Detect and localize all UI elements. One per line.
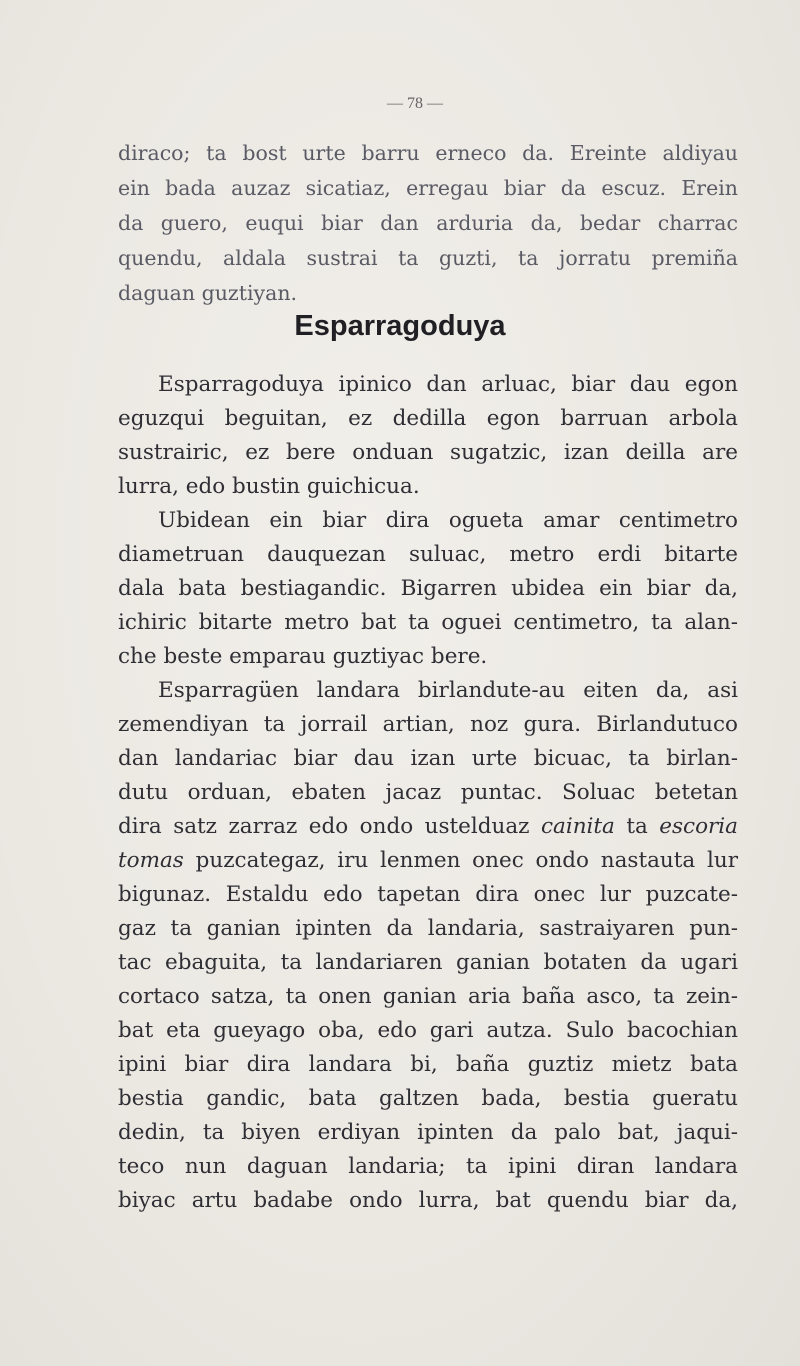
text-line: Esparragoduya ipinico dan arluac, biar dau egon [158, 372, 738, 397]
text-line: zemendiyan ta jorrail artian, noz gura. Birlandutuco [118, 712, 738, 737]
text-line: dala bata bestiagandic. Bigarren ubidea ein biar da, [118, 576, 738, 601]
italic-term: cainita [540, 814, 615, 839]
text-line: Esparragüen landara birlandute-au eiten da, asi [158, 678, 738, 703]
italic-term: escoria [659, 814, 738, 839]
italic-term: tomas [118, 848, 184, 873]
text-line: biyac artu badabe ondo lurra, bat quendu biar da, [118, 1188, 738, 1213]
text-line: da guero, euqui biar dan arduria da, bedar charrac [118, 211, 738, 235]
text-line: che beste emparau guztiyac bere. [118, 644, 488, 669]
page-number: — 78 — [387, 95, 443, 112]
text-line: bestia gandic, bata galtzen bada, bestia gueratu [118, 1086, 738, 1111]
text-line: daguan guztiyan. [118, 281, 298, 305]
text-line: lurra, edo bustin guichicua. [118, 474, 420, 499]
text-line: bat eta gueyago oba, edo gari autza. Sulo bacochian [118, 1018, 738, 1043]
section-body [118, 368, 738, 1218]
text-line: eguzqui beguitan, ez dedilla egon barruan arbola [118, 406, 738, 431]
text-line: dan landariac biar dau izan urte bicuac, ta birlan- [118, 746, 738, 771]
text-line: sustrairic, ez bere onduan sugatzic, izan deilla are [118, 440, 738, 465]
text-line: bigunaz. Estaldu edo tapetan dira onec lur puzcate- [118, 882, 738, 907]
intro-paragraph [118, 136, 738, 311]
text-line: dedin, ta biyen erdiyan ipinten da palo bat, jaqui- [118, 1120, 738, 1145]
text-line: Ubidean ein biar dira ogueta amar centimetro [158, 508, 738, 533]
text-run: dira satz zarraz edo ondo ustelduaz [118, 814, 530, 839]
text-line-mixed [118, 810, 738, 844]
section-heading: Esparragoduya [294, 310, 506, 342]
text-line: teco nun daguan landaria; ta ipini diran landara [118, 1154, 738, 1179]
text-line: ein bada auzaz sicatiaz, erregau biar da escuz. Erein [118, 176, 738, 200]
text-line: ichiric bitarte metro bat ta oguei centimetro, ta alan- [118, 610, 738, 635]
text-line: quendu, aldala sustrai ta guzti, ta jorratu premiña [118, 246, 738, 270]
text-line-mixed [118, 844, 738, 878]
text-line: gaz ta ganian ipinten da landaria, sastraiyaren pun- [118, 916, 738, 941]
text-line: tac ebaguita, ta landariaren ganian botaten da ugari [118, 950, 738, 975]
text-line: dutu orduan, ebaten jacaz puntac. Soluac betetan [118, 780, 738, 805]
text-run: ta [626, 814, 648, 839]
text-line: cortaco satza, ta onen ganian aria baña asco, ta zein- [118, 984, 738, 1009]
text-run: puzcategaz, iru lenmen onec ondo nastauta lur [195, 848, 738, 873]
text-line: ipini biar dira landara bi, baña guztiz mietz bata [118, 1052, 738, 1077]
text-line: diametruan dauquezan suluac, metro erdi bitarte [118, 542, 738, 567]
text-line: diraco; ta bost urte barru erneco da. Ereinte aldiyau [118, 141, 738, 165]
